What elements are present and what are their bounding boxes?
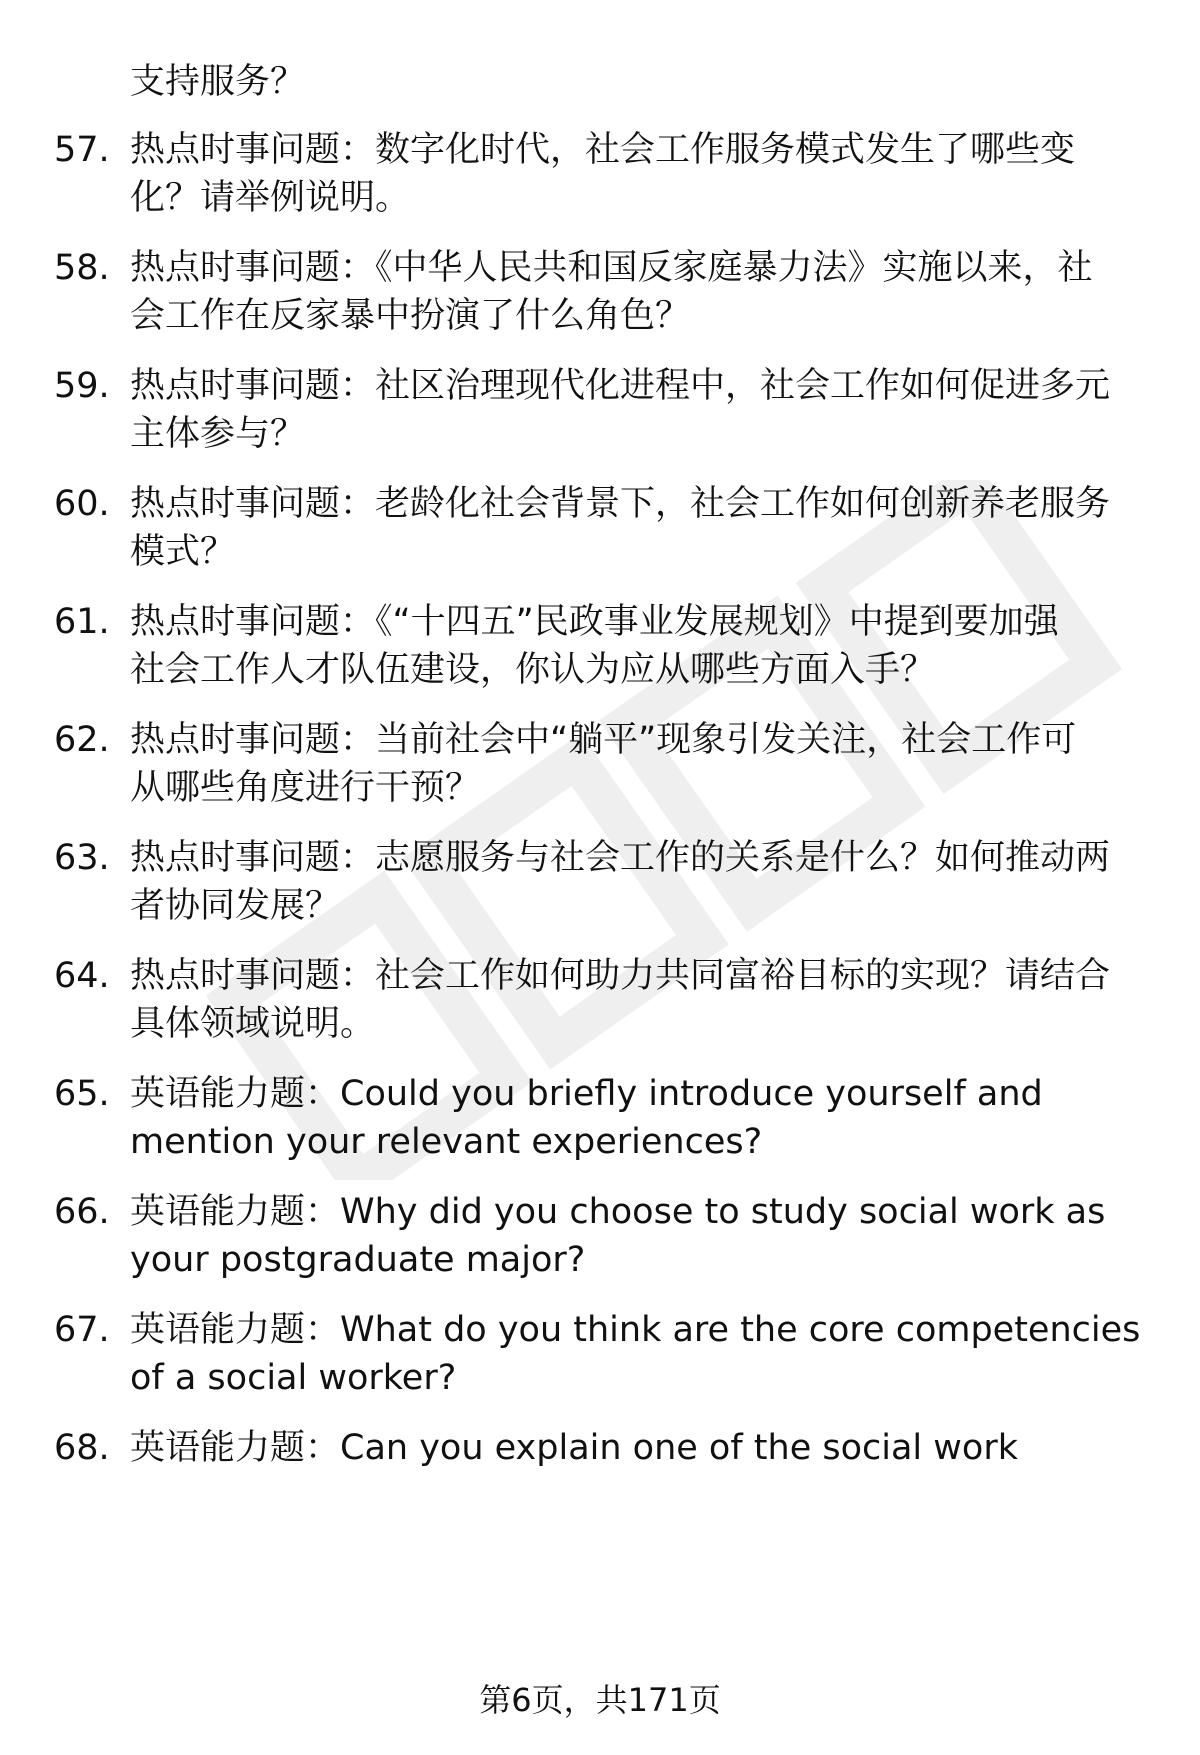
question-line: 热点时事问题：《“十四五”民政事业发展规划》中提到要加强 — [130, 602, 1059, 642]
question-number: 57. — [54, 130, 110, 170]
page-footer: 第6页，共171页 — [479, 1681, 721, 1719]
question-line: 具体领域说明。 — [130, 1004, 376, 1044]
question-line: 热点时事问题：数字化时代，社会工作服务模式发生了哪些变 — [130, 130, 1076, 170]
question-line: of a social worker? — [130, 1358, 457, 1398]
question-line: 英语能力题：What do you think are the core competencies — [130, 1310, 1141, 1350]
question-line: 从哪些角度进行干预？ — [130, 768, 481, 808]
question-line: 热点时事问题：《中华人民共和国反家庭暴力法》实施以来，社 — [130, 248, 1093, 288]
question-item — [0, 126, 1200, 226]
question-item — [0, 362, 1200, 462]
question-item — [0, 244, 1200, 344]
question-number: 67. — [54, 1310, 110, 1350]
question-item — [0, 1306, 1200, 1406]
question-item — [0, 1188, 1200, 1288]
question-line: 热点时事问题：社会工作如何助力共同富裕目标的实现？请结合 — [130, 956, 1111, 996]
question-line: 热点时事问题：志愿服务与社会工作的关系是什么？如何推动两 — [130, 838, 1111, 878]
question-line: 英语能力题：Could you briefly introduce yourself and — [130, 1074, 1043, 1114]
question-item — [0, 1070, 1200, 1170]
question-line: 会工作在反家暴中扮演了什么角色？ — [130, 296, 691, 336]
question-line: 热点时事问题：当前社会中“躺平”现象引发关注，社会工作可 — [130, 720, 1077, 760]
continuation-text: 支持服务？ — [130, 62, 306, 102]
question-line: 热点时事问题：社区治理现代化进程中，社会工作如何促进多元 — [130, 366, 1111, 406]
question-item — [0, 598, 1200, 698]
question-line: 模式？ — [130, 532, 236, 572]
question-number: 63. — [54, 838, 110, 878]
question-number: 58. — [54, 248, 110, 288]
question-number: 59. — [54, 366, 110, 406]
question-item — [0, 480, 1200, 580]
question-line: 英语能力题：Why did you choose to study social work as — [130, 1192, 1106, 1232]
question-number: 66. — [54, 1192, 110, 1232]
question-line: mention your relevant experiences? — [130, 1122, 763, 1162]
question-item — [0, 834, 1200, 934]
question-line: 主体参与？ — [130, 414, 306, 454]
question-number: 62. — [54, 720, 110, 760]
question-line: 化？请举例说明。 — [130, 178, 411, 218]
question-line: 者协同发展？ — [130, 886, 341, 926]
question-item — [0, 716, 1200, 816]
question-line: 热点时事问题：老龄化社会背景下，社会工作如何创新养老服务 — [130, 484, 1111, 524]
question-number: 68. — [54, 1428, 110, 1468]
question-number: 60. — [54, 484, 110, 524]
question-item — [0, 1424, 1200, 1524]
question-number: 65. — [54, 1074, 110, 1114]
question-line: 英语能力题：Can you explain one of the social work — [130, 1428, 1018, 1468]
question-line: 社会工作人才队伍建设，你认为应从哪些方面入手？ — [130, 650, 936, 690]
question-line: your postgraduate major? — [130, 1240, 586, 1280]
question-number: 61. — [54, 602, 110, 642]
question-item — [0, 952, 1200, 1052]
question-number: 64. — [54, 956, 110, 996]
